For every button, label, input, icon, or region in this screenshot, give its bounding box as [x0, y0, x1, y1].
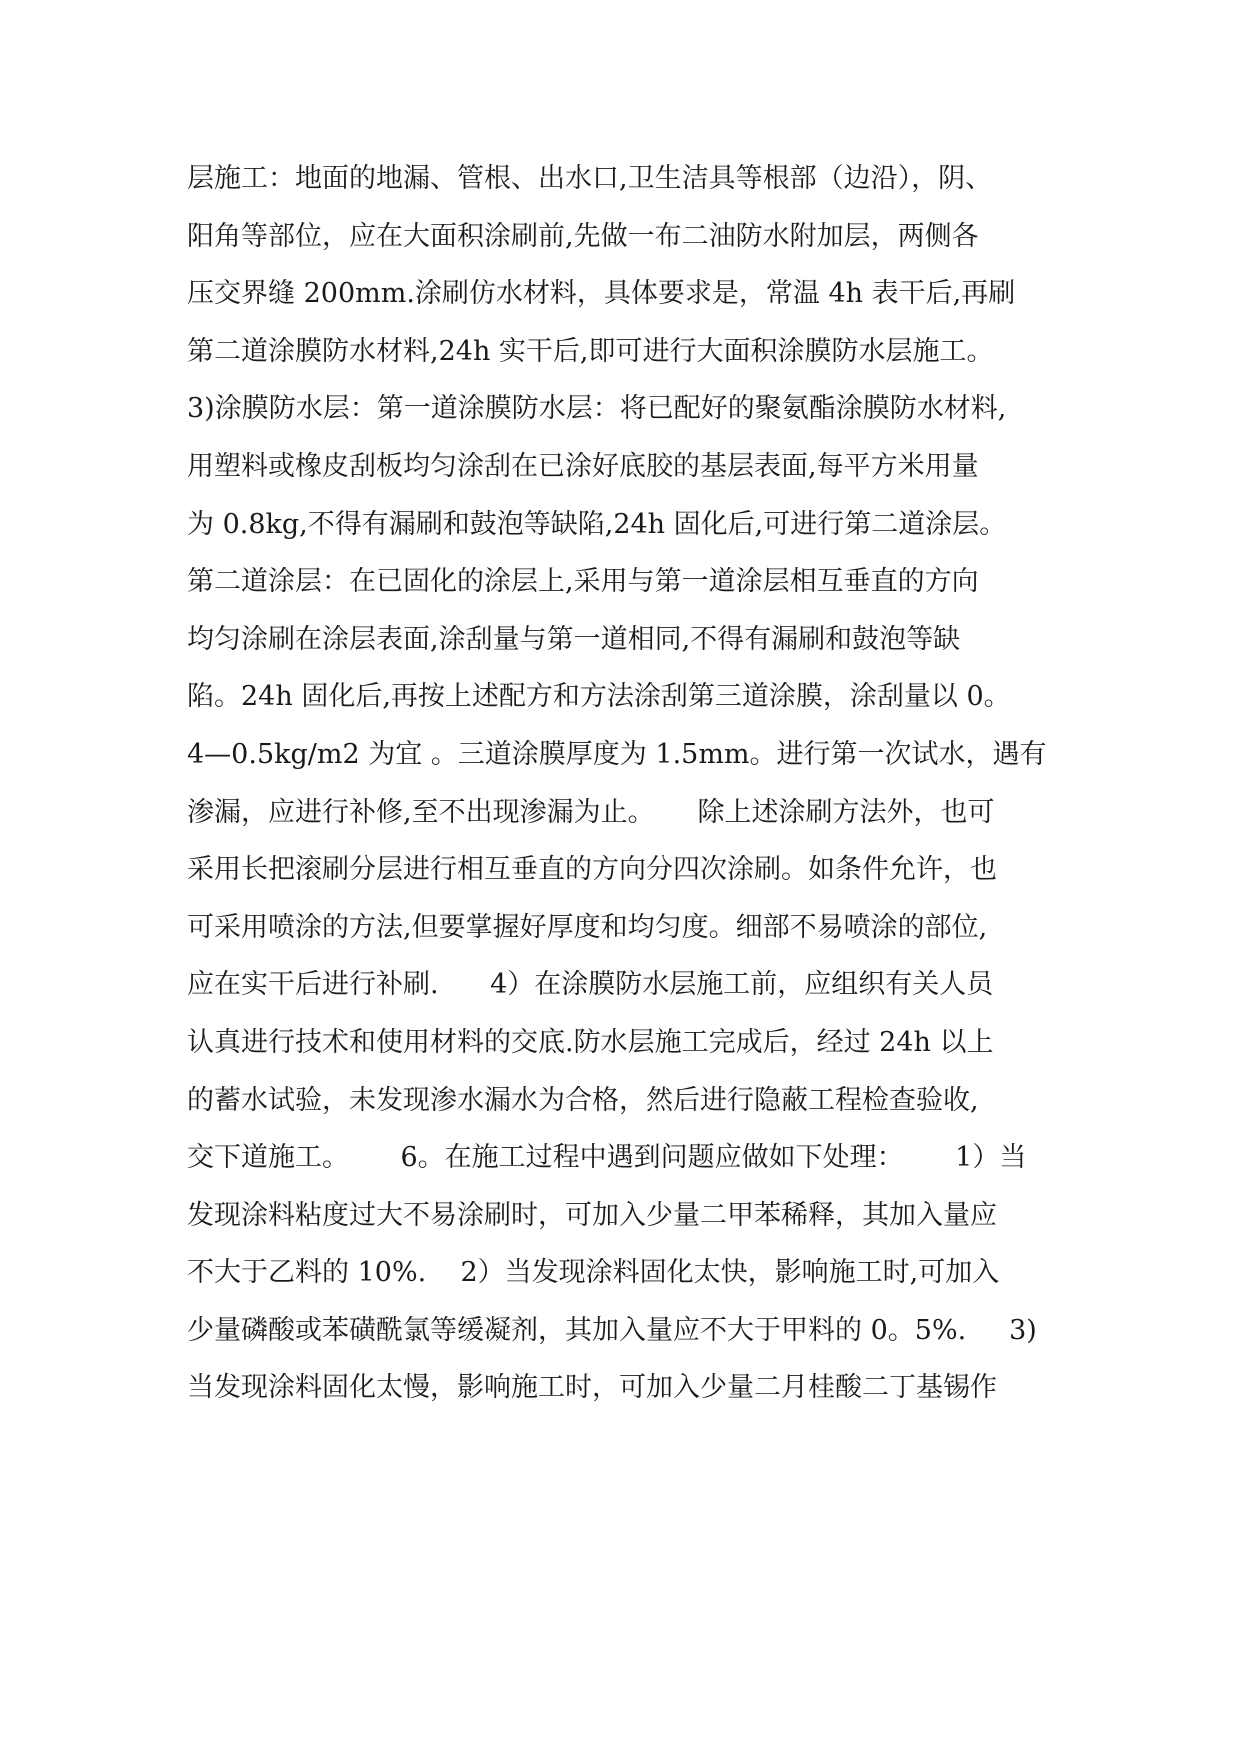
text-line: 可采用喷涂的方法,但要掌握好厚度和均匀度。细部不易喷涂的部位,	[187, 911, 988, 943]
text-line: 发现涂料粘度过大不易涂刷时，可加入少量二甲苯稀释，其加入量应	[187, 1199, 997, 1231]
text-line: 不大于乙料的 10%. 2）当发现涂料固化太快，影响施工时,可加入	[187, 1257, 1000, 1289]
text-line: 第二道涂膜防水材料,24h 实干后,即可进行大面积涂膜防水层施工。	[187, 335, 994, 367]
text-line: 当发现涂料固化太慢，影响施工时，可加入少量二月桂酸二丁基锡作	[187, 1372, 997, 1404]
text-line: 层施工：地面的地漏、管根、出水口,卫生洁具等根部（边沿），阴、	[187, 163, 993, 194]
text-line: 交下道施工。 6。在施工过程中遇到问题应做如下处理： 1）当	[187, 1142, 1027, 1174]
body-text	[187, 150, 1067, 1417]
text-line: 渗漏，应进行补修,至不出现渗漏为止。 除上述涂刷方法外，也可	[187, 796, 995, 828]
text-line: 阳角等部位，应在大面积涂刷前,先做一布二油防水附加层，两侧各	[187, 220, 979, 252]
text-line: 的蓄水试验，未发现渗水漏水为合格，然后进行隐蔽工程检查验收,	[187, 1084, 979, 1116]
text-line: 认真进行技术和使用材料的交底.防水层施工完成后，经过 24h 以上	[187, 1026, 994, 1058]
text-line: 为 0.8kg,不得有漏刷和鼓泡等缺陷,24h 固化后,可进行第二道涂层。	[187, 508, 1007, 540]
text-line: 第二道涂层：在已固化的涂层上,采用与第一道涂层相互垂直的方向	[187, 566, 979, 598]
text-line: 压交界缝 200mm.涂刷仿水材料，具体要求是，常温 4h 表干后,再刷	[187, 278, 1016, 310]
text-line: 应在实干后进行补刷. 4）在涂膜防水层施工前，应组织有关人员	[187, 969, 994, 1001]
text-line: 均匀涂刷在涂层表面,涂刮量与第一道相同,不得有漏刷和鼓泡等缺	[187, 623, 961, 655]
text-line: 3)涂膜防水层：第一道涂膜防水层：将已配好的聚氨酯涂膜防水材料,	[187, 393, 1007, 425]
text-line: 少量磷酸或苯磺酰氯等缓凝剂，其加入量应不大于甲料的 0。5%. 3)	[187, 1314, 1037, 1346]
text-line: 4—0.5kg/m2 为宜 。三道涂膜厚度为 1.5mm。进行第一次试水，遇有	[187, 738, 1047, 770]
text-line: 陷。24h 固化后,再按上述配方和方法涂刮第三道涂膜，涂刮量以 0。	[187, 681, 1011, 713]
text-line: 采用长把滚刷分层进行相互垂直的方向分四次涂刷。如条件允许，也	[187, 854, 997, 886]
text-line: 用塑料或橡皮刮板均匀涂刮在已涂好底胶的基层表面,每平方米用量	[187, 450, 979, 482]
